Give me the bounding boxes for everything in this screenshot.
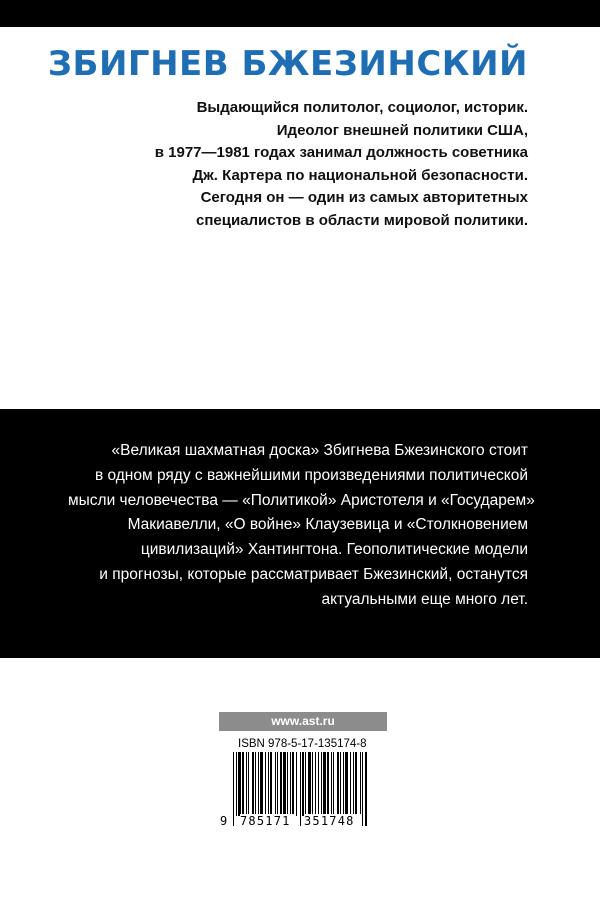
isbn-number: ISBN 978-5-17-135174-8	[238, 738, 367, 750]
blurb-line: «Великая шахматная доска» Збигнева Бжезинского стоит	[111, 442, 528, 459]
barcode-bar	[300, 752, 301, 826]
barcode-bar	[255, 752, 256, 816]
blurb-line: мысли человечества — «Политикой» Аристотеля и «Государем»	[68, 491, 535, 509]
barcode-bar	[270, 752, 272, 816]
barcode-bar	[268, 752, 269, 816]
bio-line: специалистов в области мировой политики.	[196, 211, 528, 229]
barcode-bar	[312, 752, 313, 816]
blurb-line: актуальными еще много лет.	[321, 590, 528, 608]
barcode-left-digits: 785171	[240, 814, 296, 828]
barcode-bar	[290, 752, 291, 816]
barcode	[220, 752, 368, 828]
blurb-line: Макиавелли, «О войне» Клаузевица и «Столкновением	[127, 516, 528, 534]
barcode-bar	[360, 752, 361, 816]
blurb-line: в одном ряду с важнейшими произведениями политической	[94, 466, 528, 484]
bio-line: в 1977—1981 годах занимал должность советника	[154, 144, 528, 161]
top-black-bar	[0, 0, 600, 27]
barcode-bar	[265, 752, 266, 816]
barcode-bar	[236, 752, 237, 816]
barcode-bar	[327, 752, 329, 816]
barcode-bar	[258, 752, 259, 816]
barcode-bar	[246, 752, 247, 816]
barcode-bar	[353, 752, 354, 816]
book-blurb	[68, 439, 535, 613]
barcode-bar	[252, 752, 254, 816]
barcode-bar	[323, 752, 326, 816]
barcode-bar	[343, 752, 344, 816]
author-name: ЗБИГНЕВ БЖЕЗИНСКИЙ	[47, 44, 528, 84]
bio-line: Выдающийся политолог, социолог, историк.	[196, 99, 528, 116]
barcode-bar	[275, 752, 276, 816]
author-bio	[108, 97, 528, 232]
barcode-bar	[283, 752, 286, 816]
barcode-bar	[305, 752, 306, 816]
barcode-bar	[233, 752, 234, 826]
barcode-bar	[287, 752, 288, 816]
barcode-bar	[292, 752, 294, 816]
barcode-bar	[308, 752, 311, 816]
publisher-website: www.ast.ru	[219, 712, 387, 731]
barcode-bar	[296, 752, 297, 816]
bio-line: Идеолог внешней политики США,	[276, 121, 528, 139]
barcode-bar	[238, 752, 241, 816]
barcode-bar	[280, 752, 282, 816]
barcode-bar	[302, 752, 304, 816]
blurb-line: цивилизаций» Хантингтона. Геополитические модели	[140, 541, 528, 559]
barcode-first-digit: 9	[220, 814, 228, 828]
blurb-panel	[0, 409, 600, 658]
barcode-bar	[315, 752, 316, 816]
barcode-bar	[355, 752, 357, 816]
barcode-bar	[365, 752, 367, 826]
barcode-bar	[277, 752, 278, 816]
barcode-bar	[260, 752, 263, 816]
barcode-bar	[242, 752, 244, 816]
barcode-bar	[345, 752, 348, 816]
bio-line: Дж. Картера по национальной безопасности.	[192, 166, 528, 184]
barcode-bar	[337, 752, 339, 816]
bio-line: Сегодня он — один из самых авторитетных	[200, 189, 528, 206]
barcode-bar	[248, 752, 249, 816]
barcode-bar	[340, 752, 341, 816]
blurb-line: и прогнозы, которые рассматривает Бжезинский, останутся	[99, 565, 528, 583]
barcode-bar	[321, 752, 322, 816]
barcode-right-digits: 351748	[304, 814, 362, 828]
barcode-bar	[350, 752, 351, 816]
barcode-bar	[333, 752, 334, 816]
barcode-bar	[362, 752, 363, 826]
barcode-bar	[331, 752, 332, 816]
